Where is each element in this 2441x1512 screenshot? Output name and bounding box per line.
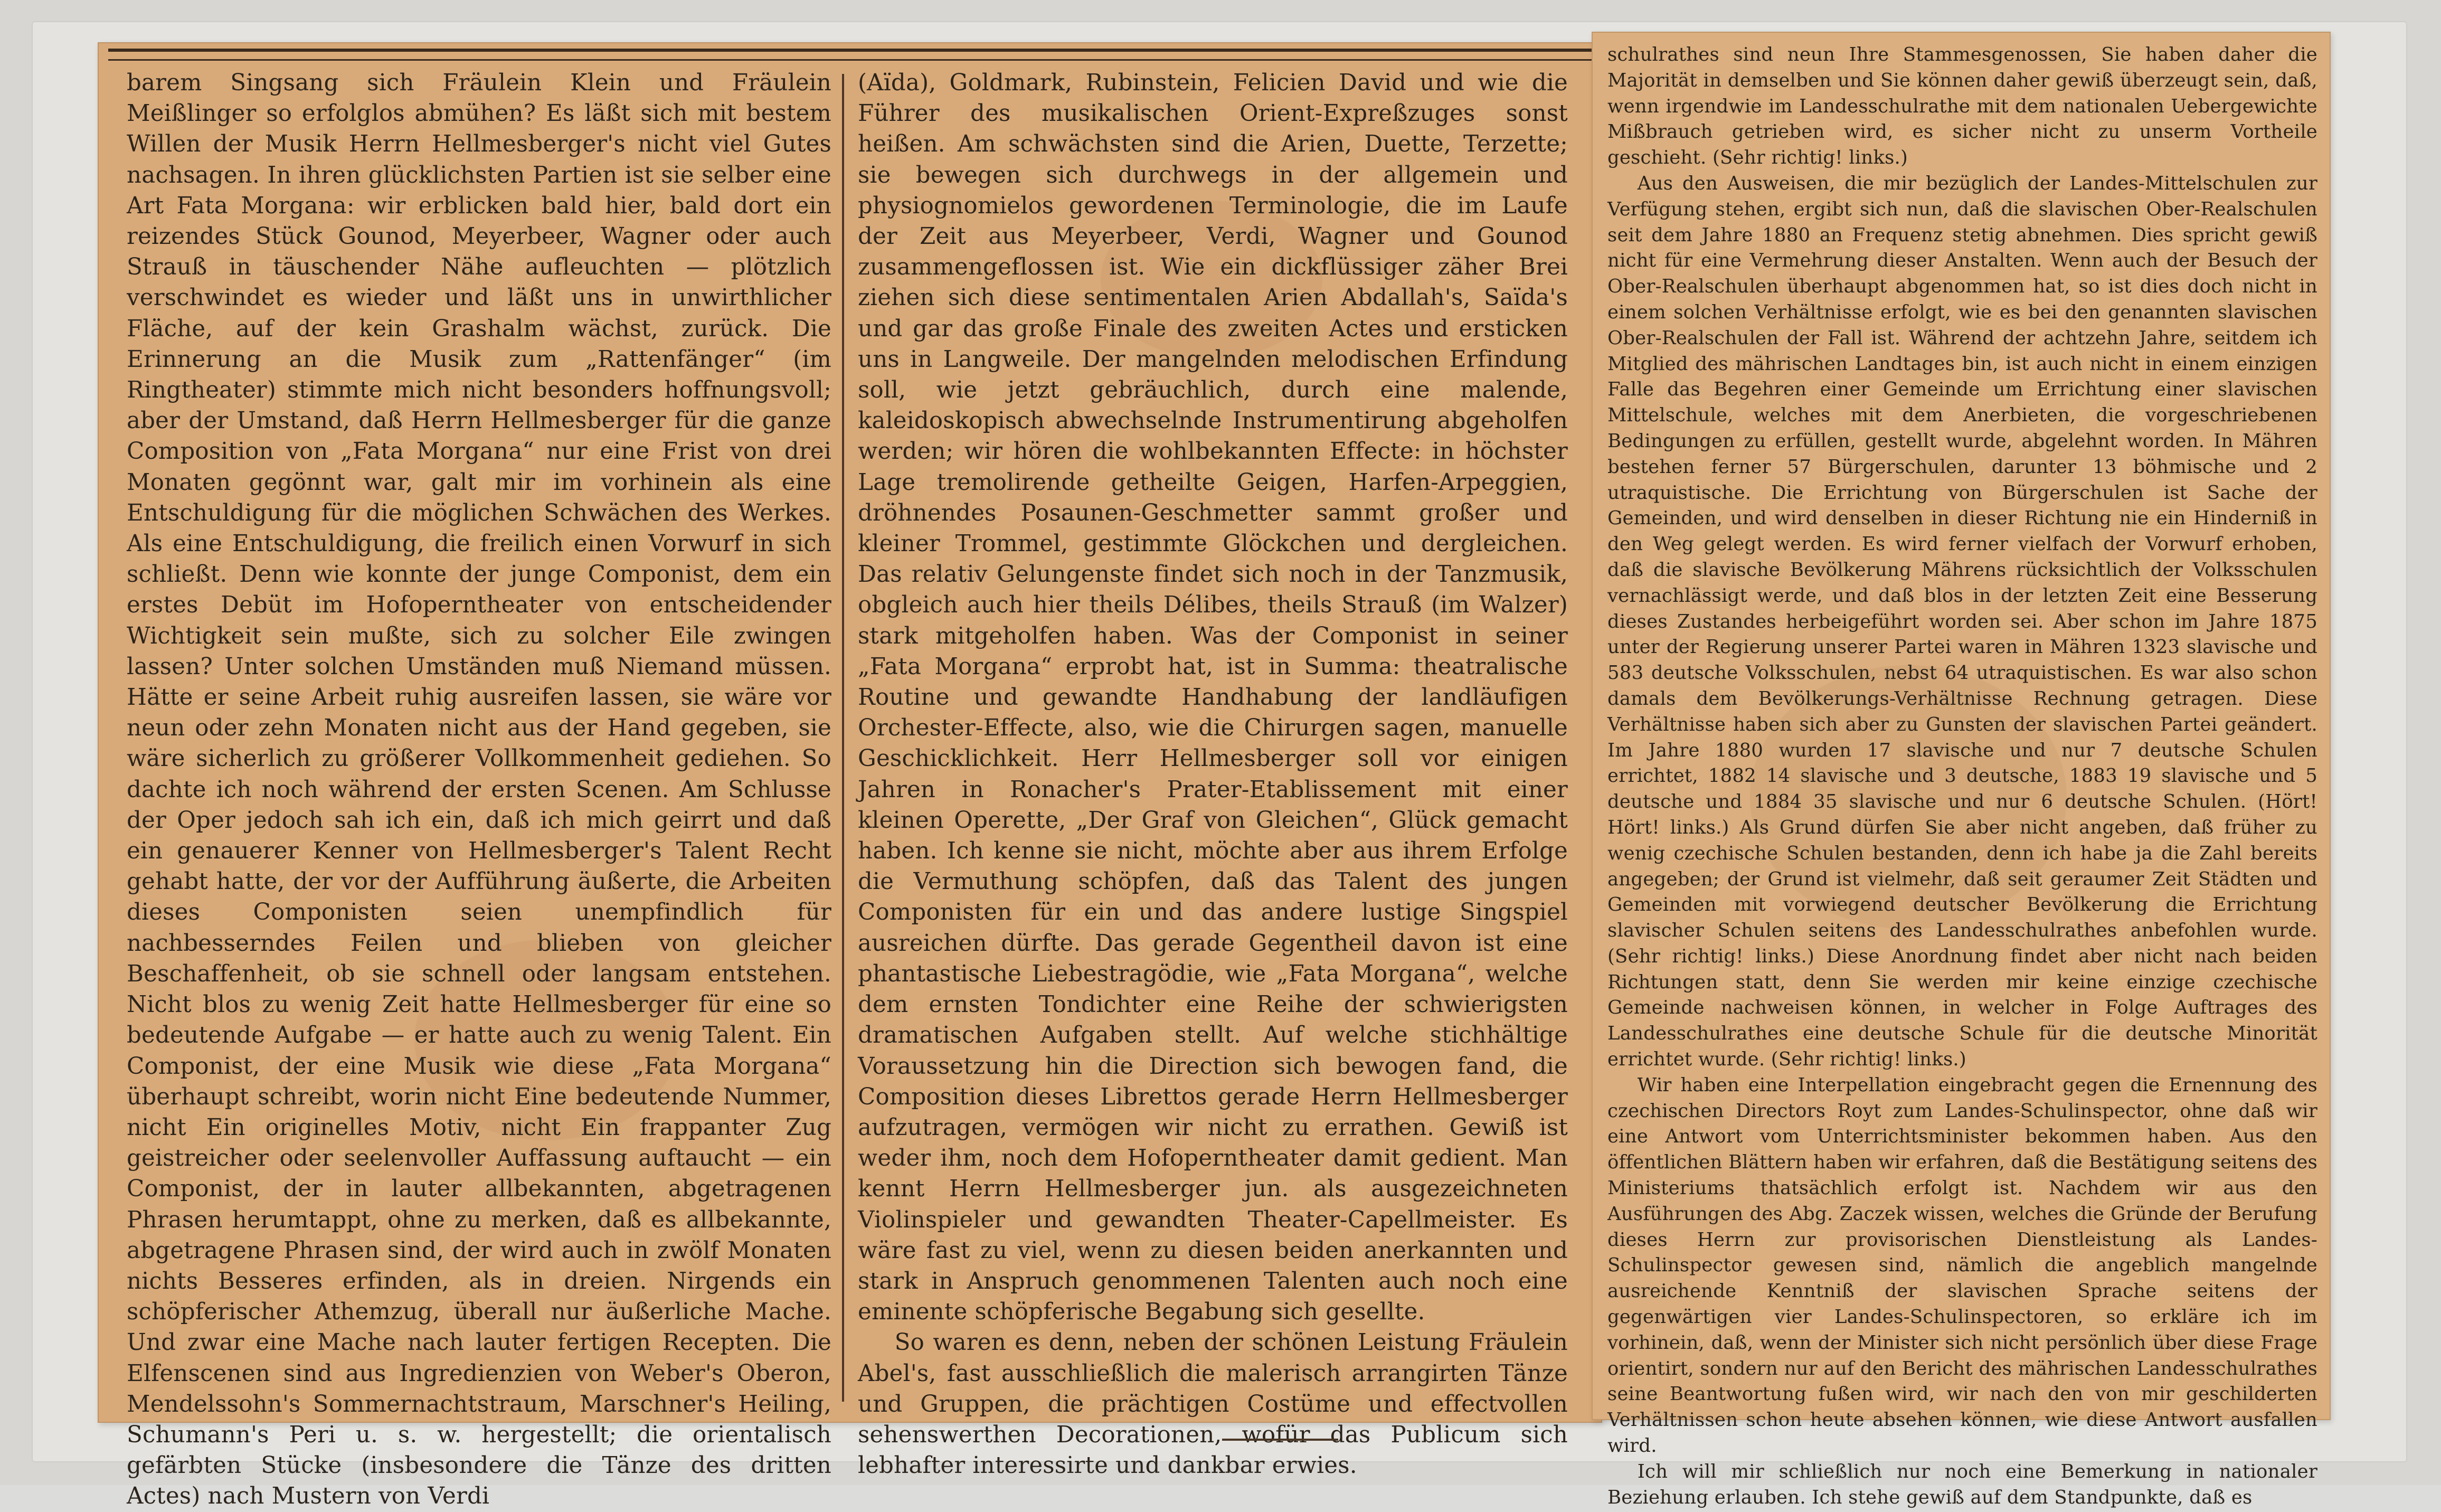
article-end-rule: [1222, 1439, 1338, 1441]
newspaper-clipping-right: [1592, 32, 2331, 1508]
column-divider: [842, 74, 844, 1402]
paragraph: Aus den Ausweisen, die mir bezüglich der Landes-Mittelschulen zur Verfügung stehen, ergibt sich nun, daß die slavischen Ober-Realschulen seit dem Jahre 1880 an Frequenz stetig abnehmen. Dies spricht gewiß nicht für eine Vermehrung dieser Anstalten. Wenn auch der Besuch der Ober-Realschulen überhaupt abgenommen hat, so ist dies doch nicht in einem solchen Verhältnisse erfolgt, wie es bei den genannten slavischen Ober-Realschulen der Fall ist. Während der achtzehn Jahre, seitdem ich Mitglied des mährischen Landtages bin, ist auch nicht in einem einzigen Falle das Begehren einer Gemeinde um Errichtung einer slavischen Mittelschule, welches mit dem Anerbieten, die vorgeschriebenen Bedingungen zu erfüllen, gestellt wurde, abgelehnt worden. In Mähren bestehen ferner 57 Bürgerschulen, darunter 13 böhmische und 2 utraquistische. Die Errichtung von Bürgerschulen ist Sache der Gemeinden, und wird denselben in dieser Richtung nie ein Hinderniß in den Weg gelegt werden. Es wird ferner vielfach der Vorwurf erhoben, daß die slavische Bevölkerung Mährens rücksichtlich der Volksschulen vernachlässigt werde, und daß blos in der letzten Zeit eine Besserung dieses Zustandes herbeigeführt worden sei. Aber schon im Jahre 1875 unter der Regierung unserer Partei waren in Mähren 1323 slavische und 583 deutsche Volksschulen, nebst 64 utraquistischen. Es war also schon damals dem Bevölkerungs-Verhältnisse Rechnung getragen. Diese Verhältnisse haben sich aber zu Gunsten der slavischen Partei geändert. Im Jahre 1880 wurden 17 slavische und nur 7 deutsche Schulen errichtet, 1882 14 slavische und 3 deutsche, 1883 19 slavische und 5 deutsche und 1884 35 slavische und nur 6 deutsche Schulen. (Hört! Hört! links.) Als Grund dürfen Sie aber nicht angeben, daß früher zu wenig czechische Schulen bestanden, denn ich habe ja die Zahl bereits angegeben; der Grund ist vielmehr, daß seit geraumer Zeit Städten und Gemeinden mit vorwiegend deutscher Bevölkerung die Errichtung slavischer Schulen seitens des Landesschulrathes anbefohlen wurde. (Sehr richtig! links.) Diese Anordnung findet aber nicht nach beiden Richtungen statt, denn Sie werden mir keine einzige czechische Gemeinde nachweisen können, in welcher in Folge Auftrages des Landesschulrathes eine deutsche Schule für die deutsche Minorität errichtet wurde. (Sehr richtig! links.): [1607, 172, 2317, 1071]
text-column-1: [127, 68, 831, 1510]
newspaper-clipping-left: [98, 42, 1602, 1510]
header-rule: [108, 49, 1592, 61]
text-column-3: [1607, 42, 2317, 1508]
paragraph: Wir haben eine Interpellation eingebracht gegen die Ernennung des czechischen Directors Royt zum Landes-Schulinspector, ohne daß wir eine Antwort vom Unterrichtsminister bekommen haben. Aus den öffentlichen Blättern haben wir erfahren, daß die Bestätigung seitens des Ministeriums thatsächlich erfolgt ist. Nachdem wir aus den Ausführungen des Abg. Zaczek wissen, welches die Gründe der Berufung dieses Herrn zur provisorischen Dienstleistung als Landes-Schulinspector gewesen sind, nämlich die angeblich mangelnde ausreichende Kenntniß der slavischen Sprache seitens der gegenwärtigen vier Landes-Schulinspectoren, so erkläre ich im vorhinein, daß, wenn der Minister sich nicht persönlich über diese Frage orientirt, sondern nur auf den Bericht des mährischen Landesschulrathes seine Beantwortung fußen wird, wir nach den von mir geschilderten Verhältnissen schon heute absehen können, wie diese Antwort ausfallen wird.: [1607, 1074, 2317, 1457]
paragraph: barem Singsang sich Fräulein Klein und Fräulein Meißlinger so erfolglos abmühen? Es läßt sich mit bestem Willen der Musik Herrn Hellmesberger's nicht viel Gutes nachsagen. In ihren glücklichsten Partien ist sie selber eine Art Fata Morgana: wir erblicken bald hier, bald dort ein reizendes Stück Gounod, Meyerbeer, Wagner oder auch Strauß in täuschender Nähe aufleuchten — plötzlich verschwindet es wieder und läßt uns in unwirthlicher Fläche, auf der kein Grashalm wächst, zurück. Die Erinnerung an die Musik zum „Rattenfänger“ (im Ringtheater) stimmte mich nicht besonders hoffnungsvoll; aber der Umstand, daß Herrn Hellmesberger für die ganze Composition von „Fata Morgana“ nur eine Frist von drei Monaten gegönnt war, galt mir im vorhinein als eine Entschuldigung für die möglichen Schwächen des Werkes. Als eine Entschuldigung, die freilich einen Vorwurf in sich schließt. Denn wie konnte der junge Componist, dem ein erstes Debüt im Hofoperntheater von entscheidender Wichtigkeit sein mußte, sich zu solcher Eile zwingen lassen? Unter solchen Umständen muß Niemand müssen. Hätte er seine Arbeit ruhig ausreifen lassen, sie wäre vor neun oder zehn Monaten nicht aus der Hand gegeben, sie wäre sicherlich zu größerer Vollkommenheit gediehen. So dachte ich noch während der ersten Scenen. Am Schlusse der Oper jedoch sah ich ein, daß ich mich geirrt und daß ein genauerer Kenner von Hellmesberger's Talent Recht gehabt hatte, der vor der Aufführung äußerte, die Arbeiten dieses Componisten seien unempfindlich für nachbesserndes Feilen und blieben von gleicher Beschaffenheit, ob sie schnell oder langsam entstehen. Nicht blos zu wenig Zeit hatte Hellmesberger für eine so bedeutende Aufgabe — er hatte auch zu wenig Talent. Ein Componist, der eine Musik wie diese „Fata Morgana“ überhaupt schreibt, worin nicht Eine bedeutende Nummer, nicht Ein originelles Motiv, nicht Ein frappanter Zug geistreicher oder seelenvoller Auffassung auftaucht — ein Componist, der in lauter allbekannten, abgetragenen Phrasen herumtappt, ohne zu merken, daß es allbekannte, abgetragene Phrasen sind, der wird auch in zwölf Monaten nichts Besseres erfinden, als in dreien. Nirgends ein schöpferischer Athemzug, überall nur äußerliche Mache. Und zwar eine Mache nach lauter fertigen Recepten. Die Elfenscenen sind aus Ingredienzien von Weber's Oberon, Mendelssohn's Sommernachtstraum, Marschner's Heiling, Schumann's Peri u. s. w. hergestellt; die orientalisch gefärbten Stücke (insbesondere die Tänze des dritten Actes) nach Mustern von Verdi: [127, 70, 831, 1510]
paragraph: schulrathes sind neun Ihre Stammesgenossen, Sie haben daher die Majorität in demselben und Sie können daher gewiß überzeugt sein, daß, wenn irgendwie im Landesschulrathe mit dem nationalen Uebergewichte Mißbrauch getrieben wird, es sicher nicht zu unserm Vortheile geschieht. (Sehr richtig! links.): [1607, 44, 2317, 169]
paragraph: So waren es denn, neben der schönen Leistung Fräulein Abel's, fast ausschließlich die malerisch arrangirten Tänze und Gruppen, die prächtigen Costüme und effectvollen sehenswerthen Decorationen, wofür das Publicum sich lebhafter interessirte und dankbar erwies.: [858, 1329, 1568, 1479]
paragraph: Ich will mir schließlich nur noch eine Bemerkung in nationaler Beziehung erlauben. Ich stehe gewiß auf dem Standpunkte, daß es: [1607, 1460, 2317, 1508]
paragraph: (Aïda), Goldmark, Rubinstein, Felicien David und wie die Führer des musikalischen Orient-Expreßzuges sonst heißen. Am schwächsten sind die Arien, Duette, Terzette; sie bewegen sich durchwegs in der allgemein und physiognomielos gewordenen Terminologie, die im Laufe der Zeit aus Meyerbeer, Verdi, Wagner und Gounod zusammengeflossen ist. Wie ein dickflüssiger zäher Brei ziehen sich diese sentimentalen Arien Abdallah's, Saïda's und gar das große Finale des zweiten Actes und ersticken uns in Langweile. Der mangelnden melodischen Erfindung soll, wie jetzt gebräuchlich, durch eine malende, kaleidoskopisch abwechselnde Instrumentirung abgeholfen werden; wir hören die wohlbekannten Effecte: in höchster Lage tremolirende getheilte Geigen, Harfen-Arpeggien, dröhnendes Posaunen-Geschmetter sammt großer und kleiner Trommel, gestimmte Glöckchen und dergleichen. Das relativ Gelungenste findet sich noch in der Tanzmusik, obgleich auch hier theils Délibes, theils Strauß (im Walzer) stark mitgeholfen haben. Was der Componist in seiner „Fata Morgana“ erprobt hat, ist in Summa: theatralische Routine und gewandte Handhabung der landläufigen Orchester-Effecte, also, wie die Chirurgen sagen, manuelle Geschicklichkeit. Herr Hellmesberger soll vor einigen Jahren in Ronacher's Prater-Etablissement mit einer kleinen Operette, „Der Graf von Gleichen“, Glück gemacht haben. Ich kenne sie nicht, möchte aber aus ihrem Erfolge die Vermuthung schöpfen, daß das Talent des jungen Componisten für ein und das andere lustige Singspiel ausreichen dürfte. Das gerade Gegentheil davon ist eine phantastische Liebestragödie, wie „Fata Morgana“, welche dem ernsten Tondichter eine Reihe der schwierigsten dramatischen Aufgaben stellt. Auf welche stichhältige Voraussetzung hin die Direction sich bewogen fand, die Composition dieses Librettos gerade Herrn Hellmesberger aufzutragen, vermögen wir nicht zu errathen. Gewiß ist weder ihm, noch dem Hofoperntheater damit gedient. Man kennt Herrn Hellmesberger jun. als ausgezeichneten Violinspieler und gewandten Theater-Capellmeister. Es wäre fast zu viel, wenn zu diesen beiden anerkannten und stark in Anspruch genommenen Talenten auch noch eine eminente schöpferische Begabung sich gesellte.: [858, 70, 1568, 1326]
text-column-2: [858, 68, 1568, 1479]
